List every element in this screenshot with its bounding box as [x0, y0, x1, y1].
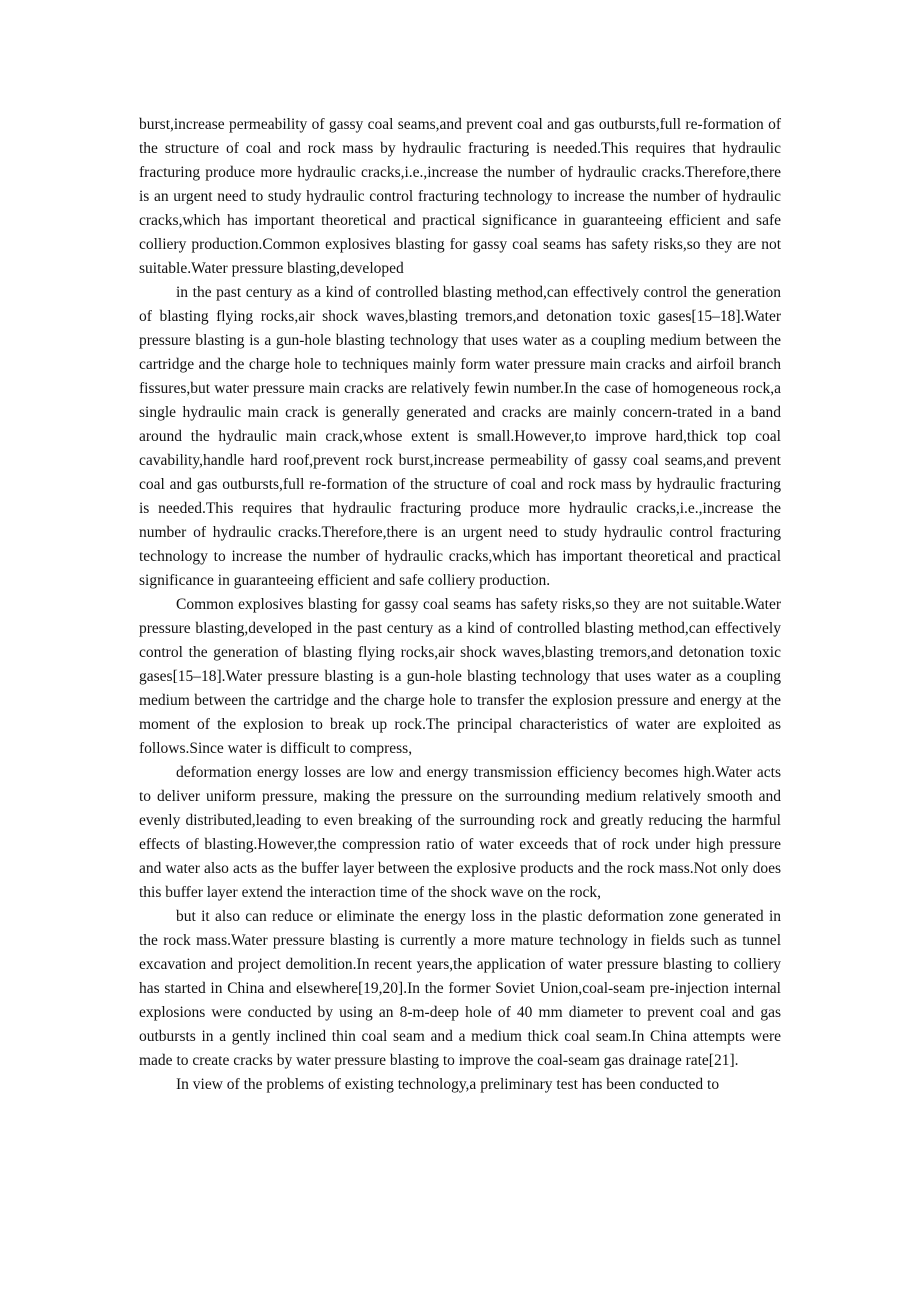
- paragraph-4: deformation energy losses are low and energy transmission efficiency becomes high.Water acts to deliver uniform pressure, making the pressure on the surrounding medium relatively smooth and evenly distributed,leading to even breaking of the surrounding rock and greatly reducing the harmful effects of blasting.However,the compression ratio of water exceeds that of rock under high pressure and water also acts as the buffer layer between the explosive products and the rock mass.Not only does this buffer layer extend the interaction time of the shock wave on the rock,: [139, 764, 781, 901]
- paragraph-6: In view of the problems of existing technology,a preliminary test has been conducted to: [176, 1076, 720, 1093]
- paragraph-2: in the past century as a kind of controlled blasting method,can effectively control the generation of blasting flying rocks,air shock waves,blasting tremors,and detonation toxic gases[15–18].Water pressure blasting is a gun-hole blasting technology that uses water as a coupling medium between the cartridge and the charge hole to techniques mainly form water pressure main cracks and airfoil branch fissures,but water pressure main cracks are relatively fewin number.In the case of homogeneous rock,a single hydraulic main crack is generally generated and cracks are mainly concern-trated in a band around the hydraulic main crack,whose extent is small.However,to improve hard,thick top coal cavability,handle hard roof,prevent rock burst,increase permeability of gassy coal seams,and prevent coal and gas outbursts,full re-formation of the structure of coal and rock mass by hydraulic fracturing is needed.This requires that hydraulic fracturing produce more hydraulic cracks,i.e.,increase the number of hydraulic cracks.Therefore,there is an urgent need to study hydraulic control fracturing technology to increase the number of hydraulic cracks,which has important theoretical and practical significance in guaranteeing efficient and safe colliery production.: [139, 284, 781, 589]
- paragraph-5: but it also can reduce or eliminate the energy loss in the plastic deformation zone generated in the rock mass.Water pressure blasting is currently a more mature technology in fields such as tunnel excavation and project demolition.In recent years,the application of water pressure blasting to colliery has started in China and elsewhere[19,20].In the former Soviet Union,coal-seam pre-injection internal explosions were conducted by using an 8-m-deep hole of 40 mm diameter to prevent coal and gas outbursts in a gently inclined thin coal seam and a medium thick coal seam.In China attempts were made to create cracks by water pressure blasting to improve the coal-seam gas drainage rate[21].: [139, 908, 781, 1069]
- document-body: [139, 113, 781, 1097]
- paragraph-1: burst,increase permeability of gassy coal seams,and prevent coal and gas outbursts,full re-formation of the structure of coal and rock mass by hydraulic fracturing is needed.This requires that hydraulic fracturing produce more hydraulic cracks,i.e.,increase the number of hydraulic cracks.Therefore,there is an urgent need to study hydraulic control fracturing technology to increase the number of hydraulic cracks,which has important theoretical and practical significance in guaranteeing efficient and safe colliery production.Common explosives blasting for gassy coal seams has safety risks,so they are not suitable.Water pressure blasting,developed: [139, 116, 781, 277]
- paragraph-3: Common explosives blasting for gassy coal seams has safety risks,so they are not suitable.Water pressure blasting,developed in the past century as a kind of controlled blasting method,can effectively control the generation of blasting flying rocks,air shock waves,blasting tremors,and detonation toxic gases[15–18].Water pressure blasting is a gun-hole blasting technology that uses water as a coupling medium between the cartridge and the charge hole to transfer the explosion pressure and energy at the moment of the explosion to break up rock.The principal characteristics of water are exploited as follows.Since water is difficult to compress,: [139, 596, 781, 757]
